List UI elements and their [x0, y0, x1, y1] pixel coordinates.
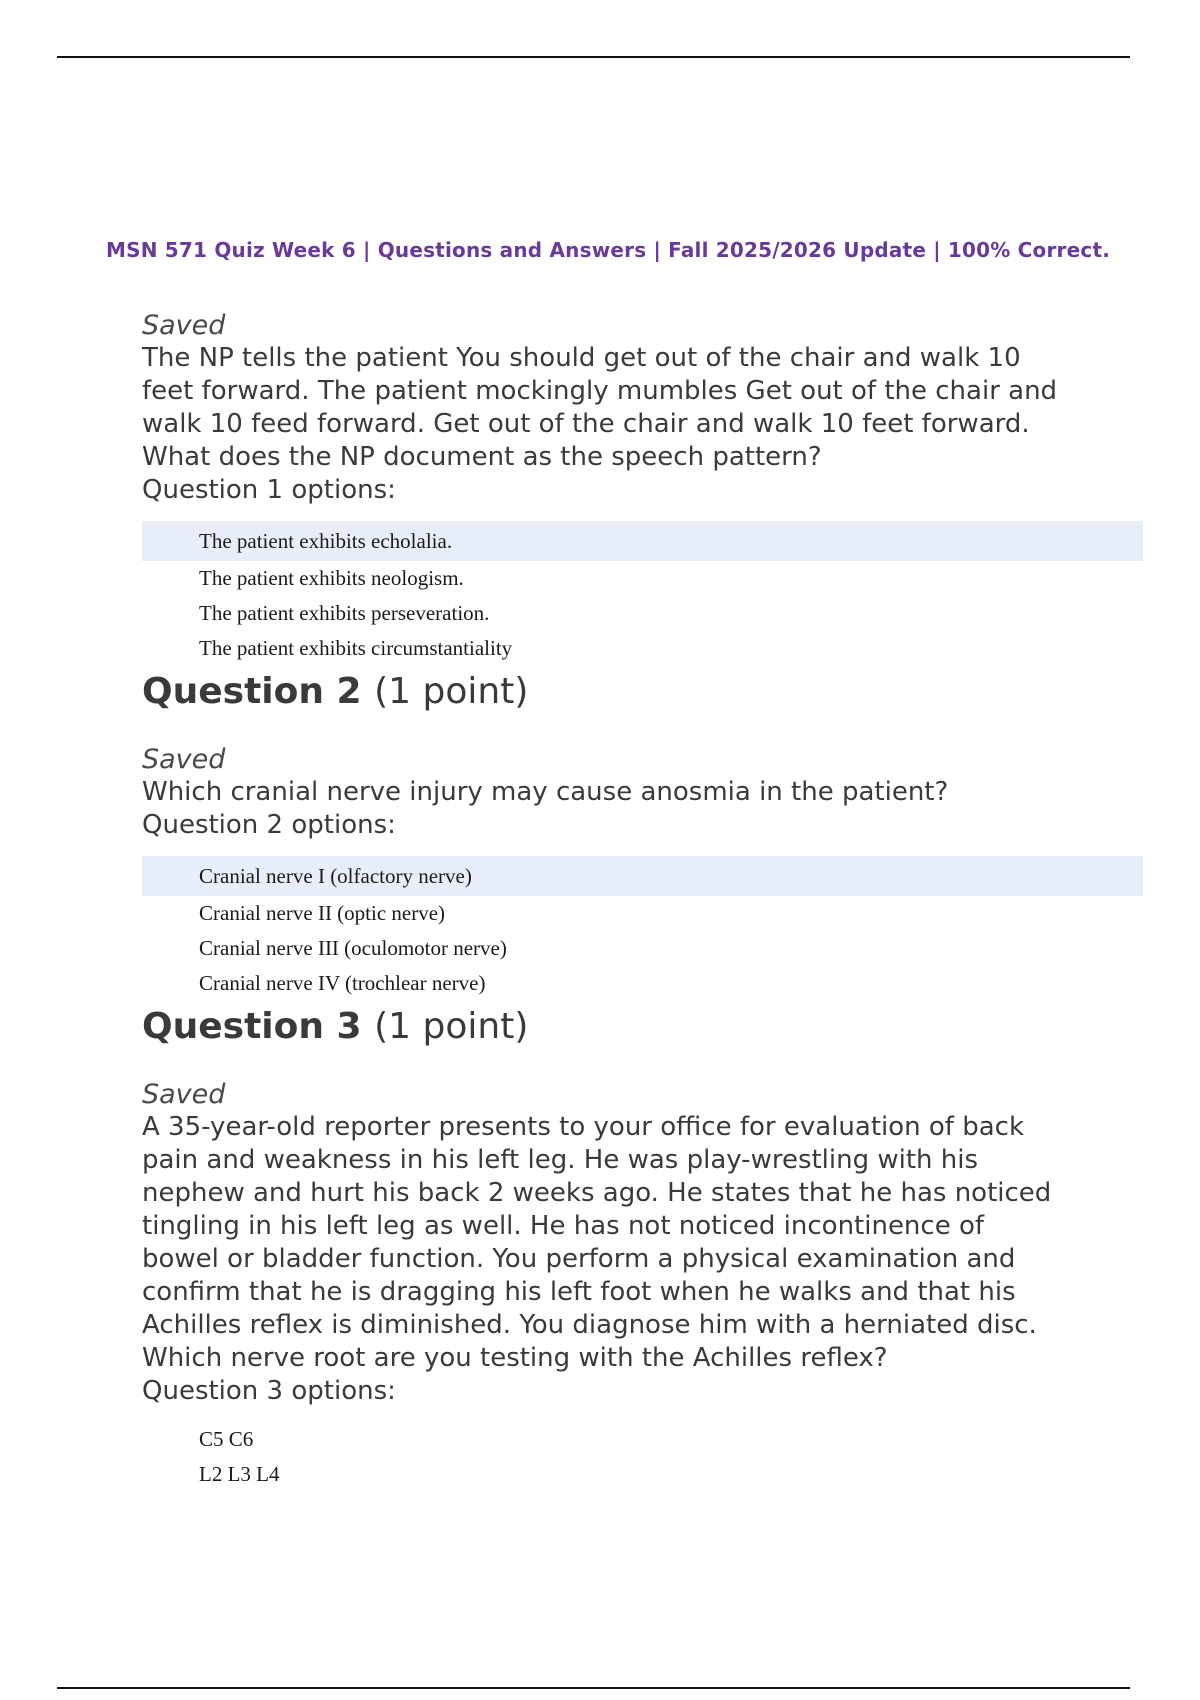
document-title: MSN 571 Quiz Week 6 | Questions and Answers | Fall 2025/2026 Update | 100% Correct.	[106, 238, 1111, 262]
options-list	[142, 521, 1200, 666]
question-number: Question 3	[142, 1006, 362, 1047]
top-rule	[57, 56, 1130, 58]
options-list	[142, 856, 1200, 1001]
question-heading	[142, 670, 1200, 714]
option-b[interactable]: Cranial nerve II (optic nerve)	[199, 901, 446, 925]
question-3	[142, 1005, 1200, 1492]
options-list	[142, 1422, 1200, 1492]
bottom-rule	[57, 1687, 1130, 1689]
question-2	[142, 670, 1200, 1001]
question-text: Which cranial nerve injury may cause anosmia in the patient?	[142, 777, 949, 807]
quiz-content	[142, 310, 1200, 1492]
question-text: A 35-year-old reporter presents to your office for evaluation of back pain and weakness in his left leg. He was play-wrestling with his nephew and hurt his back 2 weeks ago. He states that he has noticed tingling in his left leg as well. He has not noticed incontinence of bowel or bladder function. You perform a physical examination and confirm that he is dragging his left foot when he walks and that his Achilles reflex is diminished. You diagnose him with a herniated disc. Which nerve root are you testing with the Achilles reflex?	[142, 1112, 1052, 1373]
option-c[interactable]: The patient exhibits perseveration.	[199, 601, 490, 625]
option-a[interactable]: C5 C6	[199, 1427, 254, 1451]
option-a[interactable]: The patient exhibits echolalia.	[142, 521, 1143, 561]
option-c[interactable]: Cranial nerve III (oculomotor nerve)	[199, 936, 507, 960]
question-points: (1 point)	[374, 671, 529, 712]
option-d[interactable]: Cranial nerve IV (trochlear nerve)	[199, 971, 486, 995]
option-d[interactable]: The patient exhibits circumstantiality	[199, 636, 513, 660]
question-1	[142, 310, 1200, 666]
saved-status: Saved	[142, 1079, 226, 1110]
saved-status: Saved	[142, 744, 226, 775]
saved-status: Saved	[142, 310, 226, 341]
option-a[interactable]: Cranial nerve I (olfactory nerve)	[142, 856, 1143, 896]
question-number: Question 2	[142, 671, 362, 712]
question-heading	[142, 1005, 1200, 1049]
question-text: The NP tells the patient You should get out of the chair and walk 10 feet forward. The patient mockingly mumbles Get out of the chair and walk 10 feed forward. Get out of the chair and walk 10 feet forward. What does the NP document as the speech pattern?	[142, 343, 1058, 472]
options-label: Question 3 options:	[142, 1376, 396, 1406]
option-b[interactable]: L2 L3 L4	[199, 1462, 280, 1486]
question-points: (1 point)	[374, 1006, 529, 1047]
options-label: Question 2 options:	[142, 810, 396, 840]
options-label: Question 1 options:	[142, 475, 396, 505]
option-b[interactable]: The patient exhibits neologism.	[199, 566, 464, 590]
